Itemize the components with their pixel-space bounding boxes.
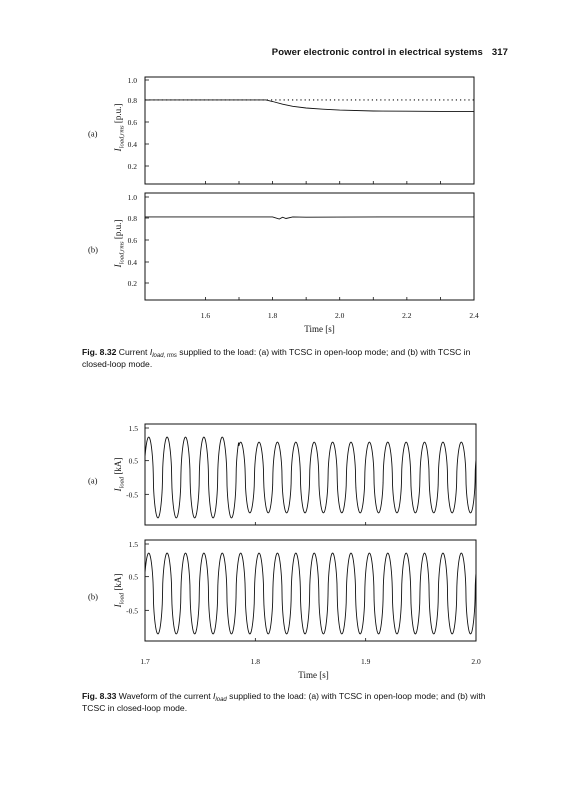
x-tick-label: 2.0: [471, 657, 481, 666]
y-axis-label: $I_{load}$ [kA]: [113, 457, 126, 492]
caption-fig-8-32: Fig. 8.32 Current $I_{load, rms}$ supplied to the load: (a) with TCSC in open-loop mode; and (b) with TCSC in closed-loop mode.: [82, 347, 471, 369]
y-tick-label: 0.6: [127, 118, 137, 127]
y-tick-label: 0.5: [128, 456, 138, 466]
load-current-waveform: [145, 553, 476, 634]
fig-8-32-panel-frame: [145, 193, 474, 300]
y-tick-label: 0.8: [127, 96, 137, 105]
fig-8-33-panel-frame: [145, 424, 476, 525]
x-axis-label: Time [s]: [298, 670, 329, 680]
x-tick-label: 2.0: [335, 311, 345, 320]
panel-label: (a): [88, 475, 98, 486]
y-tick-label: 0.4: [127, 258, 137, 267]
caption-fig-8-33: Fig. 8.33 Waveform of the current $I_{load}$ supplied to the load: (a) with TCSC in open-loop mode; and (b) with TCSC in closed-loop mode.: [82, 691, 486, 713]
x-tick-label: 2.4: [469, 311, 479, 320]
y-tick-label: 0.5: [128, 572, 138, 582]
y-tick-label: 1.0: [127, 76, 137, 85]
panel-label: (b): [88, 244, 98, 255]
current-rms-line: [145, 100, 474, 112]
x-tick-label: 1.8: [250, 657, 261, 666]
panel-label: (b): [88, 591, 98, 602]
y-tick-label: 0.2: [127, 279, 137, 288]
page-number: 317: [491, 47, 508, 58]
y-tick-label: 0.4: [127, 140, 137, 149]
y-axis-label: $I_{load,rms}$ [p.u.]: [113, 103, 126, 152]
x-axis-label: Time [s]: [304, 324, 335, 334]
y-tick-label: -0.5: [126, 490, 138, 500]
y-tick-label: -0.5: [126, 606, 138, 616]
x-tick-label: 1.8: [267, 311, 278, 320]
x-tick-label: 2.2: [402, 311, 412, 320]
y-tick-label: 0.2: [127, 162, 137, 171]
y-tick-label: 1.0: [127, 193, 137, 202]
x-tick-label: 1.9: [360, 657, 371, 666]
fig-8-32-panel-frame: [145, 77, 474, 184]
fig-8-33-panel-frame: [145, 540, 476, 641]
caption-label: Fig. 8.32: [82, 347, 117, 357]
running-header-title: Power electronic control in electrical systems: [271, 47, 483, 58]
x-tick-label: 1.6: [200, 311, 211, 320]
load-current-waveform: [145, 437, 476, 518]
panel-label: (a): [88, 128, 98, 139]
y-tick-label: 1.5: [128, 424, 138, 433]
x-tick-label: 1.7: [140, 657, 150, 666]
current-rms-line: [145, 217, 474, 219]
y-tick-label: 0.6: [127, 236, 137, 245]
y-tick-label: 1.5: [128, 540, 138, 549]
y-axis-label: $I_{load,rms}$ [p.u.]: [113, 219, 126, 268]
y-axis-label: $I_{load}$ [kA]: [113, 573, 126, 608]
y-tick-label: 0.8: [127, 214, 137, 223]
caption-label: Fig. 8.33: [82, 691, 117, 701]
